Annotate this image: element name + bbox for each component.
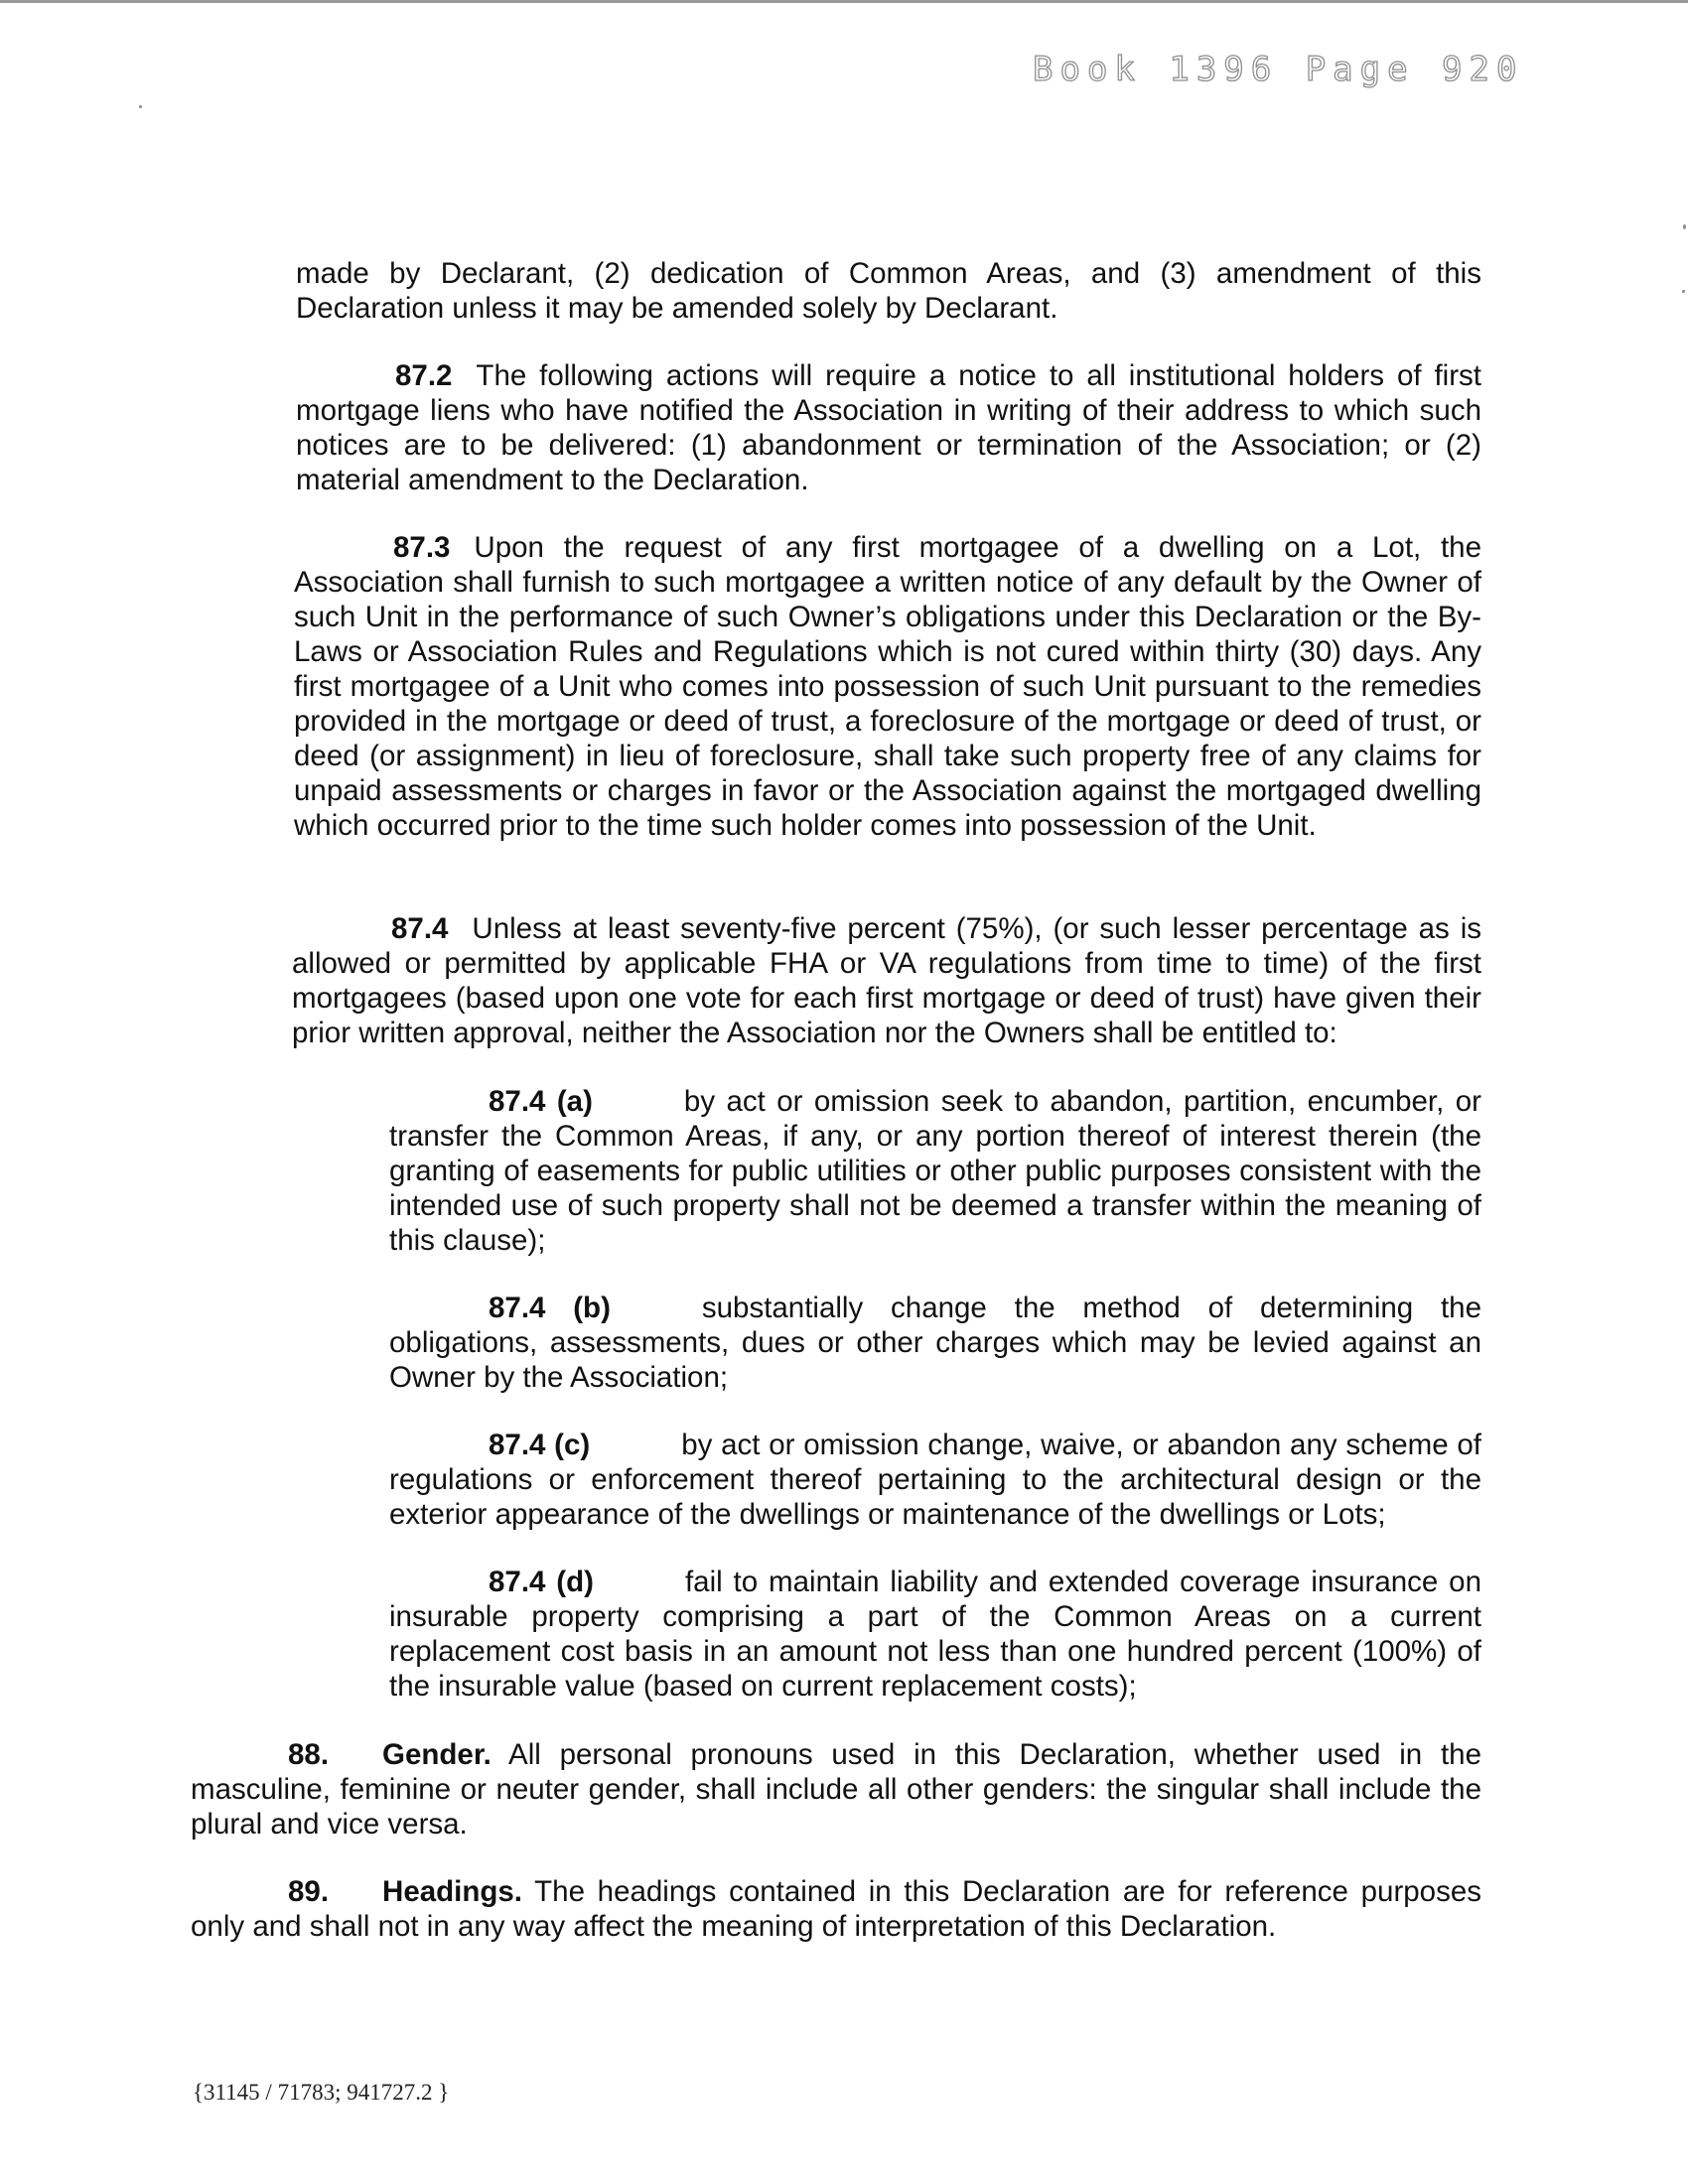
section-88-gender bbox=[191, 1737, 1481, 1842]
section-89-headings bbox=[191, 1874, 1481, 1944]
section-number: 87.4 (b) bbox=[489, 1292, 611, 1324]
document-code: {31145 / 71783; 941727.2 } bbox=[193, 2080, 450, 2105]
page-top-edge bbox=[0, 0, 1688, 3]
section-text: by act or omission seek to abandon, partition, encumber, or transfer the Common Areas, if any, or any portion thereof of interest therein (the granting of easements for public utilities or other public purposes consistent with the intended use of such property shall not be deemed a transfer within the meaning of this clause); bbox=[389, 1085, 1481, 1257]
section-87-4-b bbox=[389, 1291, 1481, 1395]
scan-speck bbox=[1683, 224, 1686, 229]
section-text: Upon the request of any first mortgagee of a dwelling on a Lot, the Association shall furnish to such mortgagee a written notice of any default by the Owner of such Unit in the performance of such Owner’s obligations under this Declaration or the By-Laws or Association Rules and Regulations which is not cured within thirty (30) days. Any first mortgagee of a Unit who comes into possession of such Unit pursuant to the remedies provided in the mortgage or deed of trust, a foreclosure of the mortgage or deed of trust, or deed (or assignment) in lieu of foreclosure, shall take such property free of any claims for unpaid assessments or charges in favor or the Association against the mortgaged dwelling which occurred prior to the time such holder comes into possession of the Unit. bbox=[294, 531, 1481, 842]
section-87-3 bbox=[294, 530, 1481, 843]
section-87-4-a bbox=[389, 1084, 1481, 1258]
section-number: 87.4 (d) bbox=[489, 1566, 594, 1598]
section-text: The following actions will require a notice to all institutional holders of first mortgage liens who have notified the Association in writing of their address to which such notices are to be delivered: (1) abandonment or termination of the Association; or (2) material amendment to the Declaration. bbox=[296, 359, 1481, 496]
scan-speck bbox=[1682, 290, 1685, 293]
section-text: substantially change the method of determining the obligations, assessments, dues or other charges which may be levied against an Owner by the Association; bbox=[389, 1292, 1481, 1394]
section-87-4-c bbox=[389, 1428, 1481, 1532]
section-number: 87.2 bbox=[395, 359, 453, 392]
paragraph-continuation bbox=[296, 256, 1481, 326]
section-number: 87.4 (c) bbox=[489, 1429, 591, 1461]
section-87-4-d bbox=[389, 1565, 1481, 1704]
section-number: 87.4 (a) bbox=[489, 1085, 593, 1118]
section-text: by act or omission change, waive, or abandon any scheme of regulations or enforcement thereof pertaining to the architectural design or the exterior appearance of the dwellings or maintenance of the dwellings or Lots; bbox=[389, 1429, 1482, 1531]
section-text: All personal pronouns used in this Declaration, whether used in the masculine, feminine or neuter gender, shall include all other genders: the singular shall include the plural and vice versa. bbox=[191, 1738, 1481, 1841]
scan-speck bbox=[139, 105, 142, 108]
section-number: 89. bbox=[288, 1875, 330, 1908]
section-heading: Headings. bbox=[382, 1875, 522, 1908]
section-number: 87.4 bbox=[391, 912, 449, 945]
paragraph-text: made by Declarant, (2) dedication of Common Areas, and (3) amendment of this Declaration unless it may be amended solely by Declarant. bbox=[296, 257, 1481, 325]
section-heading: Gender. bbox=[382, 1738, 492, 1771]
section-text: The headings contained in this Declaration are for reference purposes only and shall not in any way affect the meaning of interpretation of this Declaration. bbox=[191, 1875, 1481, 1943]
section-87-2 bbox=[296, 358, 1481, 497]
section-number: 88. bbox=[288, 1738, 330, 1771]
section-number: 87.3 bbox=[393, 531, 451, 564]
book-page-stamp: Book 1396 Page 920 bbox=[1033, 50, 1524, 89]
section-text: Unless at least seventy-five percent (75%), (or such lesser percentage as is allowed or permitted by applicable FHA or VA regulations from time to time) of the first mortgagees (based upon one vote for each first mortgage or deed of trust) have given their prior written approval, neither the Association nor the Owners shall be entitled to: bbox=[292, 912, 1481, 1049]
section-87-4 bbox=[292, 911, 1481, 1050]
section-text: fail to maintain liability and extended coverage insurance on insurable property comprising a part of the Common Areas on a current replacement cost basis in an amount not less than one hundred percent (100%) of the insurable value (based on current replacement costs); bbox=[389, 1566, 1481, 1703]
